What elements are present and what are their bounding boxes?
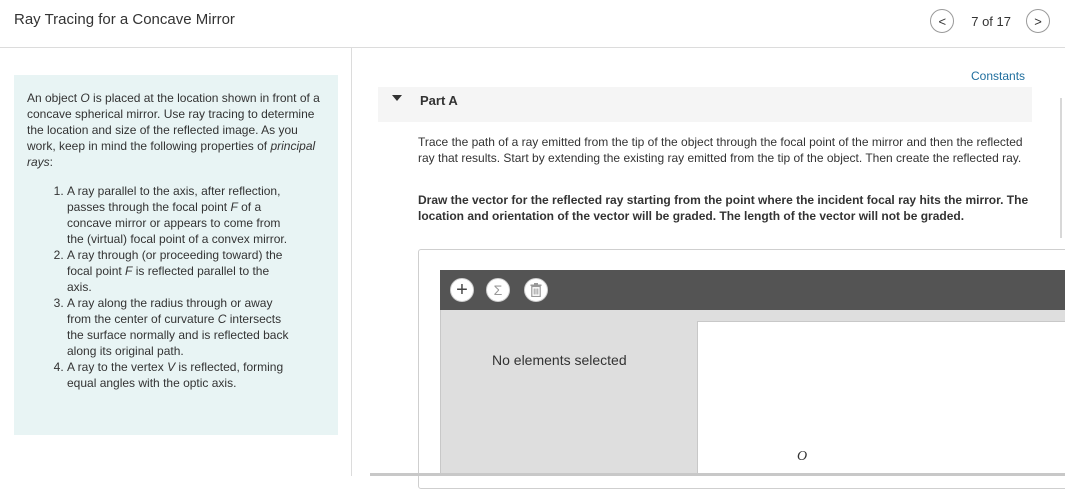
trash-icon (530, 283, 542, 297)
header (0, 0, 1065, 48)
drawing-toolbar (440, 270, 1065, 310)
list-item: 3. A ray along the radius through or away from the center of curvature C intersects the surface normally and is reflected back along its original path. (67, 295, 326, 359)
intro-text: An object O is placed at the location shown in front of a concave spherical mirror. Use ray tracing to determine the location and size of the reflected image. As you work, keep in mind the following properties of principal rays: (27, 91, 320, 169)
selection-status: No elements selected (492, 352, 627, 368)
drawing-canvas[interactable] (697, 321, 1065, 476)
principal-rays-list (27, 183, 326, 391)
sigma-icon: Σ (493, 282, 503, 298)
problem-description (14, 75, 338, 435)
add-vector-button[interactable] (450, 278, 474, 302)
object-label: O (797, 449, 808, 464)
previous-button[interactable] (930, 9, 954, 33)
part-instruction-bold: Draw the vector for the reflected ray starting from the point where the incident focal ray hits the mirror. The location and orientation of the vector will be graded. The length of the vector will not be graded. (418, 193, 1029, 223)
plus-icon: + (456, 279, 468, 301)
list-item: 4. A ray to the vertex V is reflected, forming equal angles with the optic axis. (67, 359, 326, 391)
part-a-header[interactable] (378, 87, 1032, 122)
list-item: 1. A ray parallel to the axis, after reflection, passes through the focal point F of a concave mirror or appears to come from the (virtual) focal point of a convex mirror. (67, 183, 326, 247)
page-counter: 7 of 17 (971, 13, 1011, 29)
chevron-left-icon: < (938, 13, 947, 29)
scrollbar[interactable] (1060, 98, 1062, 238)
page-title: Ray Tracing for a Concave Mirror (14, 11, 235, 28)
chevron-right-icon: > (1034, 13, 1042, 29)
sum-vector-button[interactable] (486, 278, 510, 302)
part-instruction: Trace the path of a ray emitted from the tip of the object through the focal point of the mirror and then the reflected ray that results. Start by extending the existing ray emitted from the tip of the object. Then create the reflected ray. (418, 135, 1023, 165)
delete-button[interactable] (524, 278, 548, 302)
next-button[interactable] (1026, 9, 1050, 33)
part-label: Part A (420, 93, 458, 108)
panel-divider (351, 48, 352, 476)
list-item: 2. A ray through (or proceeding toward) the focal point F is reflected parallel to the axis. (67, 247, 326, 295)
constants-link[interactable]: Constants (971, 69, 1026, 83)
pagination (930, 8, 1050, 34)
caret-down-icon[interactable] (392, 95, 402, 101)
